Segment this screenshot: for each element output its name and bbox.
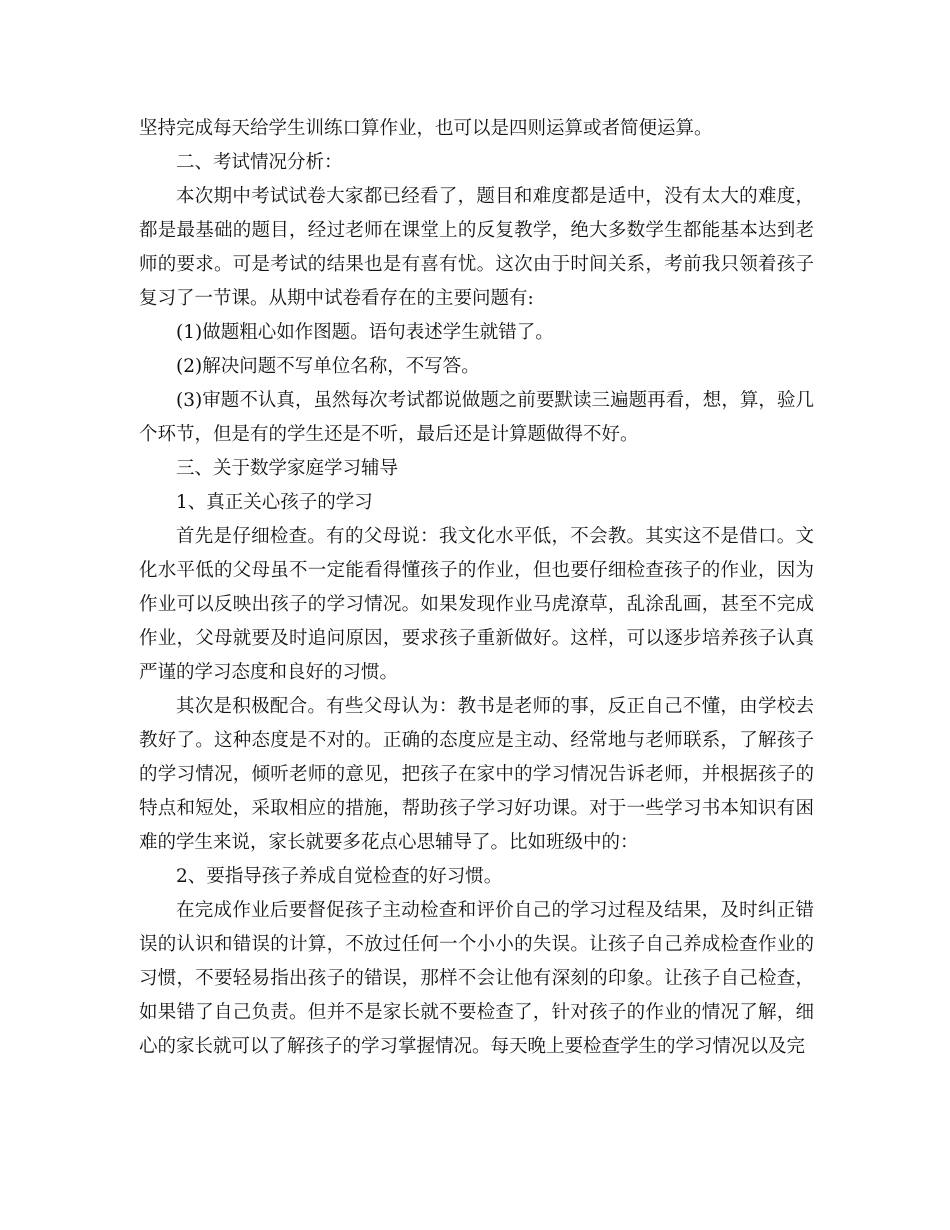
paragraph-9: 首先是仔细检查。有的父母说：我文化水平低，不会教。其实这不是借口。文化水平低的父母虽不一定能看得懂孩子的作业，但也要仔细检查孩子的作业，因为作业可以反映出孩子的学习情况。如果发现作业马虎潦草，乱涂乱画，甚至不完成作业，父母就要及时追问原因，要求孩子重新做好。这样，可以逐步培养孩子认真严谨的学习态度和良好的习惯。: [139, 526, 814, 683]
paragraph-3: 本次期中考试试卷大家都已经看了，题目和难度都是适中，没有太大的难度，都是最基础的题目，经过老师在课堂上的反复教学，绝大多数学生都能基本达到老师的要求。可是考试的结果也是有喜有忧。这次由于时间关系，考前我只领着孩子复习了一节课。从期中试卷看存在的主要问题有:: [139, 186, 814, 309]
list-item-2: (2)解决问题不写单位名称，不写答。: [176, 356, 480, 377]
list-item-3: (3)审题不认真，虽然每次考试都说做题之前要默读三遍题再看，想，算，验几个环节，但是有的学生还是不听，最后还是计算题做得不好。: [139, 390, 814, 445]
paragraph-10: 其次是积极配合。有些父母认为：教书是老师的事，反正自己不懂，由学校去教好了。这种态度是不对的。正确的态度应是主动、经常地与老师联系，了解孩子的学习情况，倾听老师的意见，把孩子在家中的学习情况告诉老师，并根据孩子的特点和短处，采取相应的措施，帮助孩子学习好功课。对于一些学习书本知识有困难的学生来说，家长就要多花点心思辅导了。比如班级中的：: [139, 696, 814, 853]
subheading-self-check-habit: 2、要指导孩子养成自觉检查的好习惯。: [176, 866, 503, 887]
paragraph-12: 在完成作业后要督促孩子主动检查和评价自己的学习过程及结果，及时纠正错误的认识和错误的计算，不放过任何一个小小的失误。让孩子自己养成检查作业的习惯，不要轻易指出孩子的错误，那样不会让他有深刻的印象。让孩子自己检查，如果错了自己负责。但并不是家长就不要检查了，针对孩子的作业的情况了解，细心的家长就可以了解孩子的学习掌握情况。每天晚上要检查学生的学习情况以及完: [139, 900, 814, 1057]
list-item-1: (1)做题粗心如作图题。语句表述学生就错了。: [176, 322, 554, 343]
subheading-care-learning: 1、真正关心孩子的学习: [176, 492, 373, 513]
section-heading-exam-analysis: 二、考试情况分析：: [176, 152, 343, 173]
section-heading-home-tutoring: 三、关于数学家庭学习辅导: [176, 458, 399, 479]
document-body: [139, 112, 814, 1064]
paragraph-1: 坚持完成每天给学生训练口算作业，也可以是四则运算或者简便运算。: [139, 118, 713, 139]
